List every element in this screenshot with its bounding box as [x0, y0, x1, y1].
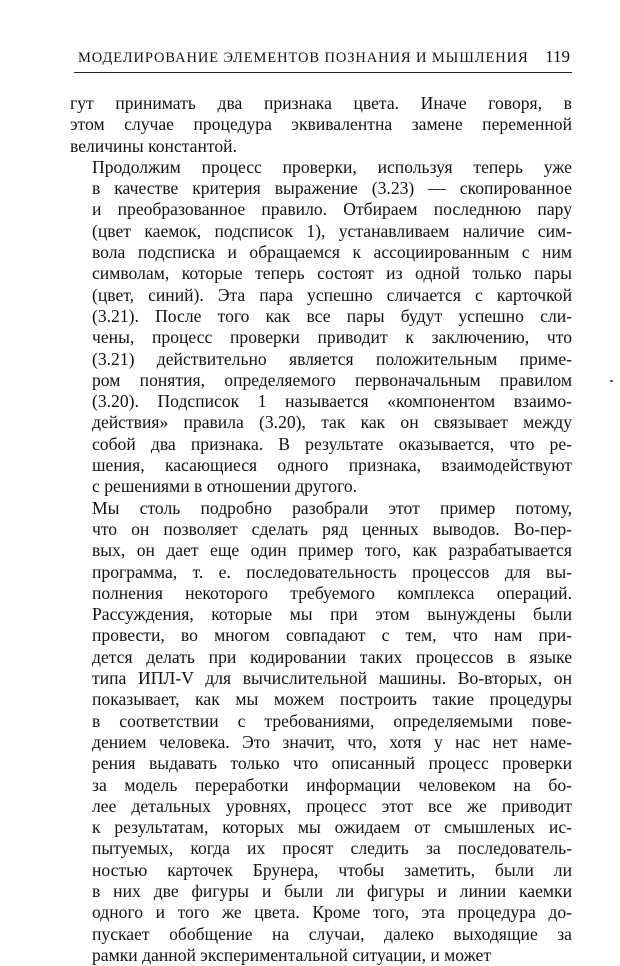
- text-line: пытуемых, когда их просят следить за последователь-: [92, 838, 572, 859]
- text-line: программа, т. е. последовательность процессов для вы-: [92, 561, 572, 582]
- text-line: рамки данной экспериментальной ситуации, и может: [92, 944, 492, 965]
- text-line: (3.21) действительно является положительным приме-: [92, 348, 572, 369]
- text-line: в них две фигуры и были ли фигуры и линии каемки: [92, 880, 572, 901]
- running-head: [78, 47, 570, 69]
- text-line: (3.20). Подсписок 1 называется «компонентом взаимо-: [92, 391, 572, 412]
- text-line: рения выдавать только что описанный процесс проверки: [92, 753, 572, 774]
- text-line: гут принимать два признака цвета. Иначе говоря, в: [70, 93, 572, 113]
- text-line: Рассуждения, которые мы при этом вынуждены были: [92, 604, 572, 625]
- text-line: с решениями в отношении другого.: [92, 476, 358, 497]
- text-line: вых, он дает еще один пример того, как разрабатывается: [92, 540, 572, 561]
- text-line: ностью карточек Брунера, чтобы заметить, были ли: [92, 859, 572, 880]
- text-line: к результатам, которых мы ожидаем от смышленых ис-: [92, 817, 572, 838]
- text-line: лее детальных уровнях, процесс этот все же приводит: [92, 795, 572, 816]
- text-line: в соответствии с требованиями, определяемыми пове-: [92, 710, 572, 731]
- text-line: дением человека. Это значит, что, хотя у нас нет наме-: [92, 731, 572, 752]
- text-line: в качестве критерия выражение (3.23) — скопированное: [92, 178, 572, 199]
- print-speck: [610, 380, 613, 382]
- text-line: действия» правила (3.20), так как он связывает между: [92, 412, 572, 433]
- text-line: Продолжим процесс проверки, используя теперь уже: [92, 156, 572, 177]
- page-number: 119: [545, 47, 570, 66]
- text-line: этом случае процедура эквивалентна замене переменной: [70, 114, 572, 135]
- text-line: Мы столь подробно разобрали этот пример потому,: [92, 497, 572, 518]
- text-line: символам, которые теперь состоят из одной только пары: [92, 263, 572, 284]
- paragraph: [70, 157, 572, 498]
- text-line: шения, касающиеся одного признака, взаимодействуют: [92, 455, 572, 476]
- text-line: (цвет, синий). Эта пара успешно сличается с карточкой: [92, 284, 572, 305]
- text-line: собой два признака. В результате оказывается, что ре-: [92, 433, 572, 454]
- text-line: (3.21). После того как все пары будут успешно сли-: [92, 305, 572, 326]
- text-line: (цвет каемок, подсписок 1), устанавливаем наличие сим-: [92, 220, 572, 241]
- text-line: провести, во многом совпадают с тем, что нам при-: [92, 625, 572, 646]
- text-line: дется делать при кодировании таких процессов в языке: [92, 646, 572, 667]
- paragraph: [70, 498, 572, 966]
- text-line: пускает обобщение на случаи, далеко выходящие за: [92, 923, 572, 944]
- text-line: чены, процесс проверки приводит к заключению, что: [92, 327, 572, 348]
- text-line: величины константой.: [70, 135, 237, 156]
- paragraph: [70, 93, 572, 157]
- text-line: вола подсписка и обращаемся к ассоциированным с ним: [92, 242, 572, 263]
- text-line: полнения некоторого требуемого комплекса операций.: [92, 582, 572, 603]
- running-head-title: МОДЕЛИРОВАНИЕ ЭЛЕМЕНТОВ ПОЗНАНИЯ И МЫШЛЕНИЯ: [78, 50, 529, 66]
- text-line: что он позволяет сделать ряд ценных выводов. Во-пер-: [92, 518, 572, 539]
- text-line: типа ИПЛ-V для вычислительной машины. Во-вторых, он: [92, 668, 572, 689]
- text-line: и преобразованное правило. Отбираем последнюю пару: [92, 199, 572, 220]
- text-line: за модель переработки информации человеком на бо-: [92, 774, 572, 795]
- header-rule: [74, 72, 572, 73]
- body-text: [70, 93, 572, 966]
- text-line: ром понятия, определяемого первоначальным правилом: [92, 369, 572, 390]
- text-line: показывает, как мы можем построить такие процедуры: [92, 689, 572, 710]
- text-line: одного и того же цвета. Кроме того, эта процедура до-: [92, 902, 572, 923]
